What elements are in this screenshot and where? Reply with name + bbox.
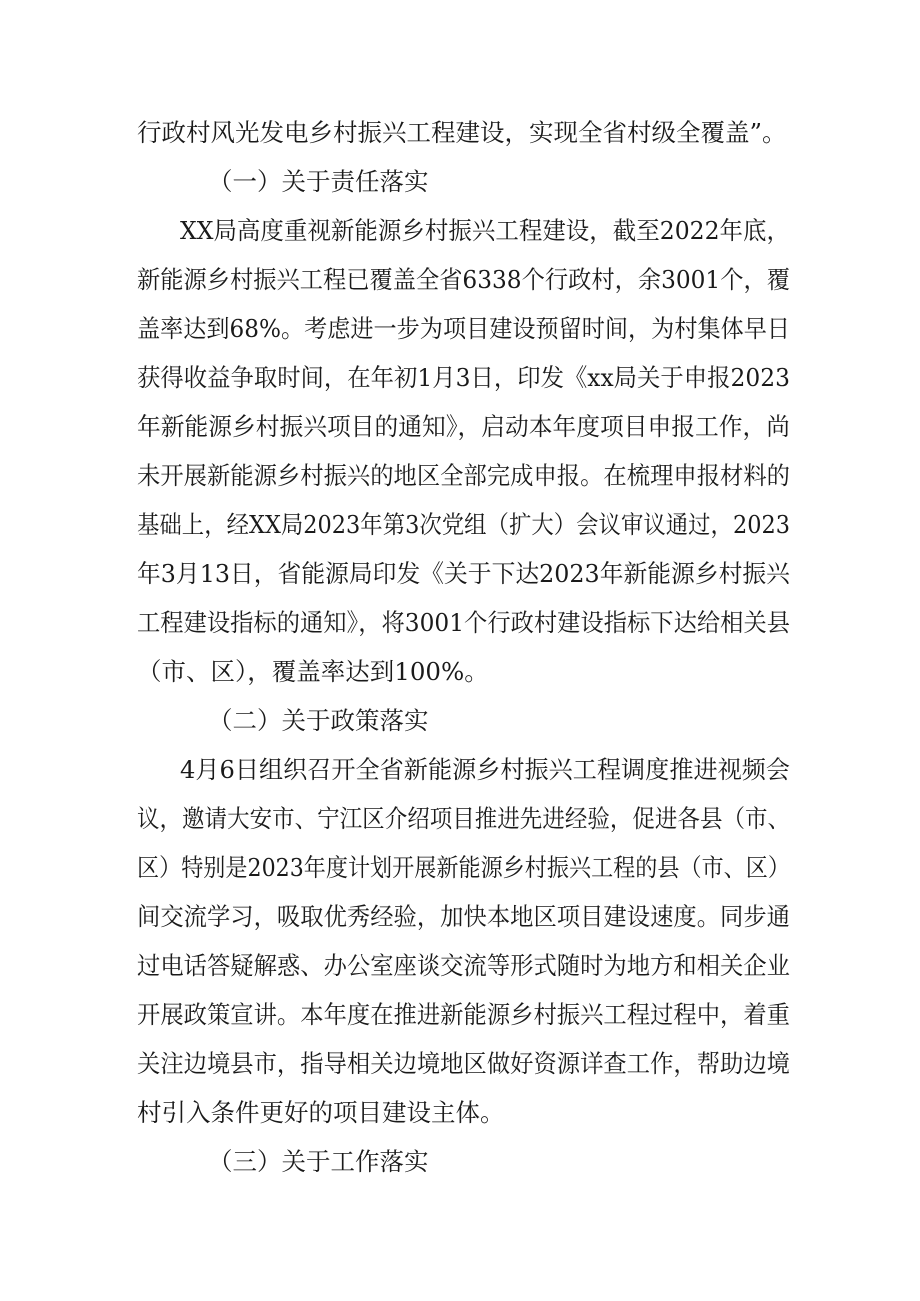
line-text: 年新能源乡村振兴项目的通知》，启动本年度项目申报工作，尚 [137,412,790,441]
section-heading-responsibility [0,158,920,206]
heading-text: （三）关于工作落实 [208,1147,429,1176]
section-heading-policy [0,697,920,745]
paragraph-line [0,795,920,843]
line-text: 基础上，经XX局2023年第3次党组（扩大）会议审议通过，2023 [137,510,790,539]
line-text: 关注边境县市，指导相关边境地区做好资源详查工作，帮助边境 [137,1049,791,1078]
line-text: 盖率达到68%。考虑进一步为项目建设预留时间，为村集体早日 [137,314,791,343]
paragraph-line [0,844,920,892]
heading-text: （一）关于责任落实 [208,167,429,196]
line-text: 行政村风光发电乡村振兴工程建设，实现全省村级全覆盖”。 [137,118,787,147]
line-text: 议，邀请大安市、宁江区介绍项目推进先进经验，促进各县（市、 [137,804,791,833]
paragraph-line [0,1089,920,1137]
paragraph-line [0,354,920,402]
line-text: 过电话答疑解惑、办公室座谈交流等形式随时为地方和相关企业 [137,951,791,980]
line-text: 工程建设指标的通知》，将3001个行政村建设指标下达给相关县 [137,608,791,637]
line-text: 新能源乡村振兴工程已覆盖全省6338个行政村，余3001个，覆 [137,265,790,294]
paragraph-line [0,599,920,647]
paragraph-line [0,305,920,353]
line-text: 开展政策宣讲。本年度在推进新能源乡村振兴工程过程中，着重 [137,1000,791,1029]
paragraph-line [0,501,920,549]
line-text: 间交流学习，吸取优秀经验，加快本地区项目建设速度。同步通 [137,902,791,931]
paragraph-line [0,550,920,598]
paragraph-line [0,403,920,451]
line-text: 村引入条件更好的项目建设主体。 [137,1098,505,1127]
paragraph-line [0,893,920,941]
line-text: 获得收益争取时间，在年初1月3日，印发《xx局关于申报2023 [137,363,790,392]
paragraph-line [0,746,920,794]
line-text: （市、区），覆盖率达到100%。 [137,657,489,686]
paragraph-line [0,109,920,157]
paragraph-line [0,942,920,990]
line-text: 4月6日组织召开全省新能源乡村振兴工程调度推进视频会 [180,755,791,784]
paragraph-line [0,648,920,696]
paragraph-line [0,1040,920,1088]
line-text: 年3月13日，省能源局印发《关于下达2023年新能源乡村振兴 [137,559,790,588]
line-text: XX局高度重视新能源乡村振兴工程建设，截至2022年底， [180,216,791,245]
paragraph-line [0,452,920,500]
paragraph-line [0,256,920,304]
paragraph-line [0,991,920,1039]
section-heading-work [0,1138,920,1186]
line-text: 区）特别是2023年度计划开展新能源乡村振兴工程的县（市、区） [137,853,790,882]
heading-text: （二）关于政策落实 [208,706,429,735]
paragraph-line [0,207,920,255]
line-text: 未开展新能源乡村振兴的地区全部完成申报。在梳理申报材料的 [137,461,791,490]
